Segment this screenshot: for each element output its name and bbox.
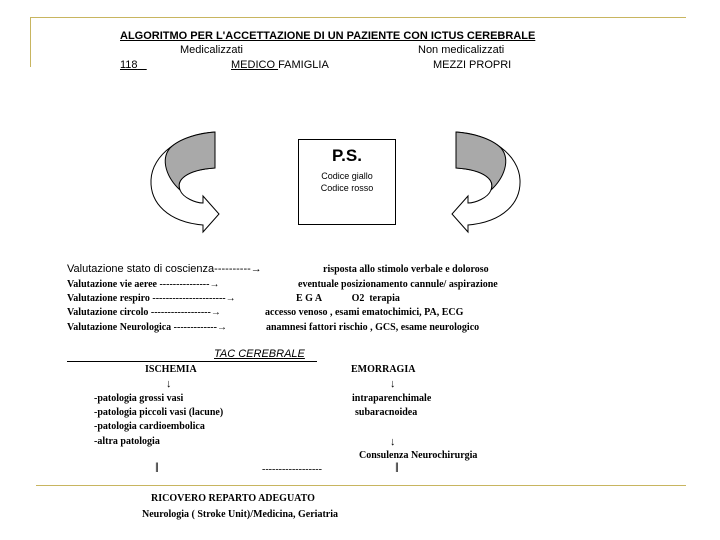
assessment-label-respiro — [67, 293, 236, 304]
arrow-right-icon: → — [250, 263, 262, 275]
right-double-bar-icon: ‖ — [395, 461, 399, 476]
dashes-connector: ------------------ — [262, 464, 322, 475]
ischemia-item: -patologia piccoli vasi (lacune) — [94, 407, 224, 418]
arrow-right-icon: → — [225, 293, 236, 304]
ischemia-down-arrow-icon: ↓ — [166, 378, 172, 390]
arrow-right-icon: → — [209, 279, 220, 290]
consulenza-label: Consulenza Neurochirurgia — [359, 450, 478, 461]
assessment-label-text: Valutazione Neurologica ------------- — [67, 322, 217, 333]
tac-label: TAC CEREBRALE — [214, 348, 305, 360]
non-medicalizzati-label: Non medicalizzati — [418, 44, 505, 56]
diagram-title: ALGORITMO PER L'ACCETTAZIONE DI UN PAZIENTE CON ICTUS CEREBRALE — [120, 30, 536, 42]
reparti-label: Neurologia ( Stroke Unit)/Medicina, Geriatria — [142, 509, 338, 520]
ischemia-item: -patologia cardioembolica — [94, 421, 205, 432]
consulenza-down-arrow-icon: ↓ — [390, 436, 396, 448]
assessment-result-circolo: accesso venoso , esami ematochimici, PA, ECG — [265, 307, 464, 318]
assessment-label-circolo — [67, 307, 221, 318]
ischemia-item: -altra patologia — [94, 436, 160, 447]
ps-box — [298, 139, 396, 225]
mezzi-propri-label: MEZZI PROPRI — [433, 59, 512, 71]
emorragia-item: subaracnoidea — [355, 407, 418, 418]
assessment-result-respiro: E G A O2 terapia — [296, 293, 400, 304]
assessment-label-vie-aeree — [67, 279, 219, 290]
assessment-label-neurologica — [67, 322, 227, 333]
emorragia-item: intraparenchimale — [352, 393, 432, 404]
arrow-right-icon: → — [216, 322, 227, 333]
right-curved-arrow-icon — [452, 132, 520, 232]
assessment-result-neurologica: anamnesi fattori rischio , GCS, esame neurologico — [266, 322, 480, 333]
tac-underline — [67, 361, 317, 362]
arrow-right-icon: → — [210, 307, 221, 318]
assessment-label-text: Valutazione respiro ---------------------- — [67, 293, 226, 304]
famiglia-text: FAMIGLIA — [278, 59, 329, 71]
assessment-label-text: Valutazione vie aeree --------------- — [67, 279, 210, 290]
ps-title: P.S. — [332, 146, 362, 165]
assessment-label-text: Valutazione stato di coscienza---------- — [67, 263, 251, 275]
emorragia-label: EMORRAGIA — [351, 364, 416, 375]
left-curved-arrow-icon — [151, 132, 219, 232]
ischemia-label: ISCHEMIA — [145, 364, 197, 375]
medico-text: MEDICO — [231, 59, 279, 71]
assessment-label-coscienza — [67, 263, 262, 275]
emorragia-down-arrow-icon: ↓ — [390, 378, 396, 390]
assessment-label-text: Valutazione circolo ------------------ — [67, 307, 211, 318]
ischemia-item: -patologia grossi vasi — [94, 393, 184, 404]
assessment-result-coscienza: risposta allo stimolo verbale e doloroso — [323, 264, 489, 275]
label-118-text: 118 — [120, 59, 138, 71]
code-red-label: Codice rosso — [320, 183, 374, 193]
assessment-result-vie-aeree: eventuale posizionamento cannule/ aspirazione — [298, 279, 498, 290]
left-double-bar-icon: ‖ — [155, 461, 159, 476]
medicalizzati-label: Medicalizzati — [180, 44, 243, 56]
code-yellow-label: Codice giallo — [321, 171, 373, 181]
ricovero-label: RICOVERO REPARTO ADEGUATO — [151, 493, 315, 504]
